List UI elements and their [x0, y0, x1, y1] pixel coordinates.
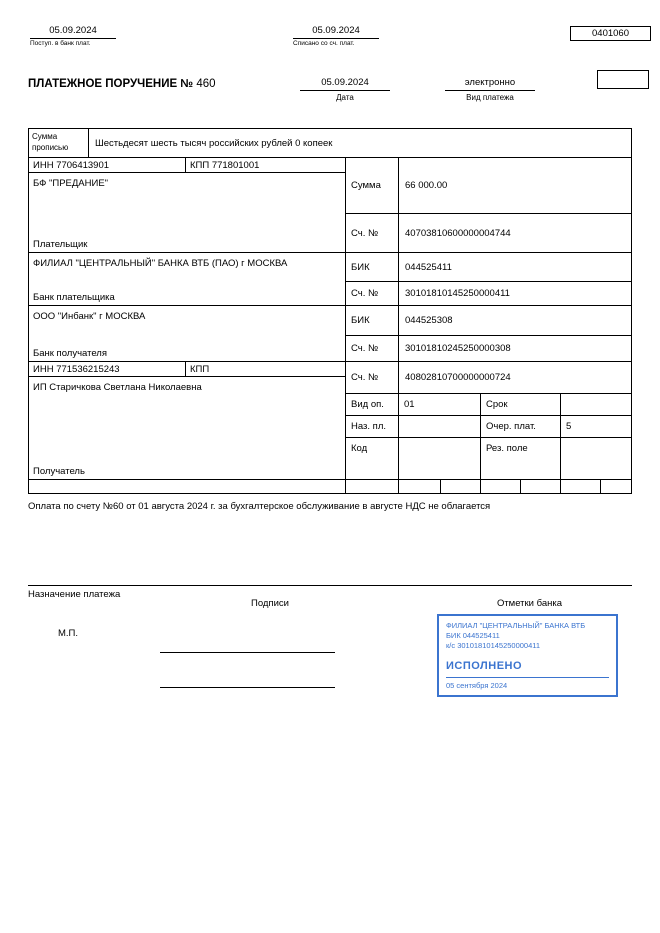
stamp-bank-name: ФИЛИАЛ "ЦЕНТРАЛЬНЫЙ" БАНКА ВТБ — [446, 621, 586, 630]
payer-bank-bik-row — [346, 253, 631, 282]
payee-bank-caption: Банк получателя — [33, 348, 107, 359]
payer-bank-bik-label: БИК — [346, 253, 399, 281]
payee-bank-bik-label: БИК — [346, 306, 399, 335]
payer-bank-caption: Банк плательщика — [33, 292, 115, 303]
payer-caption: Плательщик — [33, 239, 88, 250]
purpose-caption: Назначение платежа — [28, 589, 121, 600]
code-label: Код — [346, 438, 399, 479]
payer-bank-block — [29, 253, 345, 306]
left-column — [29, 158, 346, 480]
payer-account-value: 40703810600000004744 — [405, 227, 511, 239]
field-cell — [441, 480, 481, 493]
mp-label: М.П. — [58, 628, 79, 639]
purpose-divider — [28, 585, 632, 586]
payee-block — [29, 377, 345, 480]
document-number: 460 — [196, 78, 216, 90]
op-type-label: Вид оп. — [346, 394, 399, 415]
field-cell — [601, 480, 631, 493]
payee-bank-account-label: Сч. № — [346, 336, 399, 361]
payment-kind: электронно — [445, 77, 535, 91]
payer-bank-account-value: 30101810145250000411 — [405, 288, 510, 299]
stamp-bik: БИК 044525411 — [446, 631, 500, 640]
payer-bank-name: ФИЛИАЛ "ЦЕНТРАЛЬНЫЙ" БАНКА ВТБ (ПАО) г МОСКВА — [33, 258, 288, 269]
field-cell — [561, 480, 601, 493]
payee-account-value: 40802810700000000724 — [405, 372, 511, 383]
debited-date: 05.09.2024 — [293, 25, 379, 39]
payee-account-label: Сч. № — [346, 362, 399, 393]
payer-block — [29, 173, 345, 253]
received-date-block — [30, 25, 116, 47]
debited-date-caption: Списано со сч. плат. — [293, 40, 355, 47]
document-date-block — [300, 77, 390, 102]
signatures-label: Подписи — [251, 598, 289, 609]
payee-bank-name: ООО "Инбанк" г МОСКВА — [33, 311, 146, 322]
payer-bank-bik-value: 044525411 — [405, 261, 452, 273]
debited-date-block — [293, 25, 379, 47]
bank-stamp — [437, 614, 618, 697]
payment-kind-block — [445, 77, 535, 102]
amount-words-block — [28, 128, 632, 157]
stamp-date: 05 сентября 2024 — [446, 677, 609, 690]
payer-bank-account-row — [346, 282, 631, 306]
field-cell — [481, 480, 521, 493]
bottom-fields-strip — [29, 480, 631, 493]
payee-bank-bik-value: 044525308 — [405, 315, 453, 326]
bank-marks-label: Отметки банка — [496, 598, 563, 609]
payer-bank-account-label: Сч. № — [346, 282, 399, 305]
stamp-status: ИСПОЛНЕНО — [446, 660, 523, 672]
code-row — [346, 438, 631, 480]
payer-kpp: КПП 771801001 — [190, 159, 260, 171]
field-cell — [346, 480, 399, 493]
payee-bank-bik-row — [346, 306, 631, 336]
op-type-value: 01 — [399, 394, 481, 415]
amount-words-label: Сумма прописью — [29, 129, 89, 157]
stamp-corr-account: к/с 30101810145250000411 — [446, 641, 541, 650]
signature-line-2 — [160, 687, 335, 688]
reserve-value — [561, 438, 631, 443]
requisites-table — [28, 157, 632, 494]
document-title — [28, 78, 216, 90]
field-cell — [399, 480, 441, 493]
sum-value: 66 000.00 — [405, 180, 448, 191]
priority-label: Очер. плат. — [481, 416, 561, 437]
received-date: 05.09.2024 — [30, 25, 116, 39]
received-date-caption: Поступ. в банк плат. — [30, 40, 91, 47]
document-date: 05.09.2024 — [300, 77, 390, 91]
payee-name: ИП Старичкова Светлана Николаевна — [33, 382, 202, 393]
payee-inn: ИНН 771536215243 — [29, 362, 186, 376]
payment-type-box — [597, 70, 649, 89]
purpose-code-label: Наз. пл. — [346, 416, 399, 437]
payer-account-label: Сч. № — [346, 214, 399, 252]
field-cell — [29, 480, 346, 493]
payment-kind-caption: Вид платежа — [466, 93, 514, 102]
priority-row — [346, 416, 631, 438]
purpose-text: Оплата по счету №60 от 01 августа 2024 г. за бухгалтерское обслуживание в августе НДС не облагается — [28, 501, 491, 512]
payee-kpp: КПП — [190, 363, 210, 375]
right-column — [346, 158, 631, 480]
document-title-label: ПЛАТЕЖНОЕ ПОРУЧЕНИЕ № — [28, 78, 194, 90]
payer-name: БФ "ПРЕДАНИЕ" — [33, 178, 109, 189]
payee-account-row — [346, 362, 631, 394]
payee-bank-account-row — [346, 336, 631, 362]
field-cell — [521, 480, 561, 493]
payee-caption: Получатель — [33, 466, 85, 477]
signature-line-1 — [160, 652, 335, 653]
payer-account-row — [346, 214, 631, 253]
op-type-row — [346, 394, 631, 416]
reserve-label: Рез. поле — [481, 438, 561, 479]
code-value — [399, 438, 481, 479]
purpose-code-value — [399, 416, 481, 437]
term-label: Срок — [481, 394, 561, 415]
payee-inn-kpp-row — [29, 362, 345, 377]
sum-row — [346, 158, 631, 214]
payee-bank-block — [29, 306, 345, 362]
form-code-box — [570, 26, 651, 41]
payer-inn: ИНН 7706413901 — [29, 158, 186, 172]
form-code: 0401060 — [592, 28, 629, 39]
payer-inn-kpp-row — [29, 158, 345, 173]
payee-bank-account-value: 30101810245250000308 — [405, 343, 511, 354]
amount-in-words: Шестьдесят шесть тысяч российских рублей 0 копеек — [95, 137, 333, 149]
document-date-caption: Дата — [336, 93, 354, 102]
priority-value: 5 — [566, 421, 572, 432]
sum-label: Сумма — [346, 158, 399, 213]
